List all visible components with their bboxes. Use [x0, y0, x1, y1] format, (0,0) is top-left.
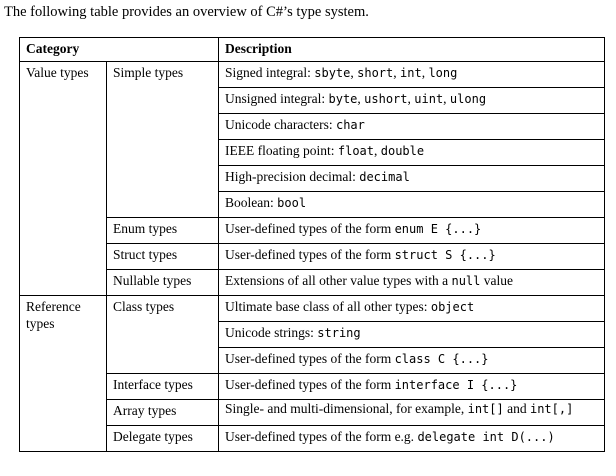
- code-keyword: int[,]: [529, 402, 574, 416]
- description-text: Extensions of all other value types with a: [225, 273, 452, 288]
- code-keyword: float: [337, 144, 374, 158]
- code-keyword: class C {...}: [394, 352, 489, 366]
- subcategory-cell: Simple types: [107, 62, 219, 218]
- table-row: [20, 426, 605, 452]
- code-keyword: bool: [277, 196, 307, 210]
- table-row: [20, 62, 605, 88]
- description-text: ,: [443, 91, 450, 106]
- subcategory-cell: Interface types: [107, 374, 219, 400]
- description-cell: [219, 348, 605, 374]
- description-text: value: [480, 273, 513, 288]
- code-keyword: delegate int D(...): [417, 430, 555, 444]
- subcategory-cell: Class types: [107, 296, 219, 374]
- code-keyword: enum E {...}: [394, 222, 482, 236]
- description-cell: [219, 244, 605, 270]
- description-text: ,: [374, 143, 381, 158]
- description-text: User-defined types of the form: [225, 351, 395, 366]
- description-text: Boolean:: [225, 195, 278, 210]
- description-cell: [219, 296, 605, 322]
- code-keyword: interface I {...}: [394, 378, 518, 392]
- description-text: User-defined types of the form: [225, 247, 395, 262]
- description-text: ,: [357, 91, 365, 106]
- table-row: [20, 296, 605, 322]
- table-row: [20, 244, 605, 270]
- subcategory-cell: Array types: [107, 400, 219, 426]
- description-text: ,: [421, 65, 429, 80]
- description-cell: [219, 374, 605, 400]
- code-keyword: null: [451, 274, 481, 288]
- code-keyword: decimal: [359, 170, 410, 184]
- description-cell: [219, 140, 605, 166]
- description-cell: [219, 270, 605, 296]
- description-text: User-defined types of the form: [225, 221, 395, 236]
- category-cell: Reference types: [20, 296, 107, 452]
- description-text: and: [503, 401, 530, 416]
- description-cell: [219, 426, 605, 452]
- code-keyword: object: [430, 300, 475, 314]
- description-text: Signed integral:: [225, 65, 315, 80]
- description-cell: [219, 62, 605, 88]
- code-keyword: short: [357, 66, 394, 80]
- description-cell: [219, 400, 605, 426]
- subcategory-cell: Nullable types: [107, 270, 219, 296]
- description-text: Unicode characters:: [225, 117, 336, 132]
- code-keyword: string: [317, 326, 361, 340]
- table-body: [20, 62, 605, 452]
- code-keyword: double: [380, 144, 425, 158]
- code-keyword: long: [428, 66, 458, 80]
- description-text: Ultimate base class of all other types:: [225, 299, 431, 314]
- header-description: Description: [219, 38, 605, 62]
- code-keyword: char: [335, 118, 365, 132]
- subcategory-cell: Enum types: [107, 218, 219, 244]
- description-text: ,: [393, 65, 400, 80]
- description-text: Unsigned integral:: [225, 91, 329, 106]
- description-cell: [219, 114, 605, 140]
- code-keyword: sbyte: [314, 66, 351, 80]
- code-keyword: byte: [328, 92, 358, 106]
- code-keyword: int: [400, 66, 422, 80]
- category-cell: Value types: [20, 62, 107, 296]
- description-cell: [219, 192, 605, 218]
- subcategory-cell: Struct types: [107, 244, 219, 270]
- description-text: User-defined types of the form: [225, 377, 395, 392]
- description-cell: [219, 322, 605, 348]
- description-text: High-precision decimal:: [225, 169, 360, 184]
- table-row: [20, 374, 605, 400]
- subcategory-cell: Delegate types: [107, 426, 219, 452]
- code-keyword: uint: [414, 92, 444, 106]
- description-text: IEEE floating point:: [225, 143, 338, 158]
- description-text: Single- and multi-dimensional, for example,: [225, 401, 468, 416]
- table-row: [20, 218, 605, 244]
- description-cell: [219, 166, 605, 192]
- table-row: [20, 400, 605, 426]
- header-category: Category: [20, 38, 219, 62]
- table-header-row: [20, 38, 605, 62]
- code-keyword: struct S {...}: [394, 248, 496, 262]
- code-keyword: int[]: [467, 402, 504, 416]
- table-row: [20, 270, 605, 296]
- intro-paragraph: The following table provides an overview of C#’s type system.: [4, 4, 369, 20]
- description-cell: [219, 88, 605, 114]
- description-text: ,: [350, 65, 358, 80]
- code-keyword: ulong: [449, 92, 487, 106]
- description-text: ,: [407, 91, 415, 106]
- description-text: User-defined types of the form e.g.: [225, 429, 418, 444]
- description-text: Unicode strings:: [225, 325, 318, 340]
- type-system-table: [19, 37, 605, 452]
- description-cell: [219, 218, 605, 244]
- code-keyword: ushort: [364, 92, 408, 106]
